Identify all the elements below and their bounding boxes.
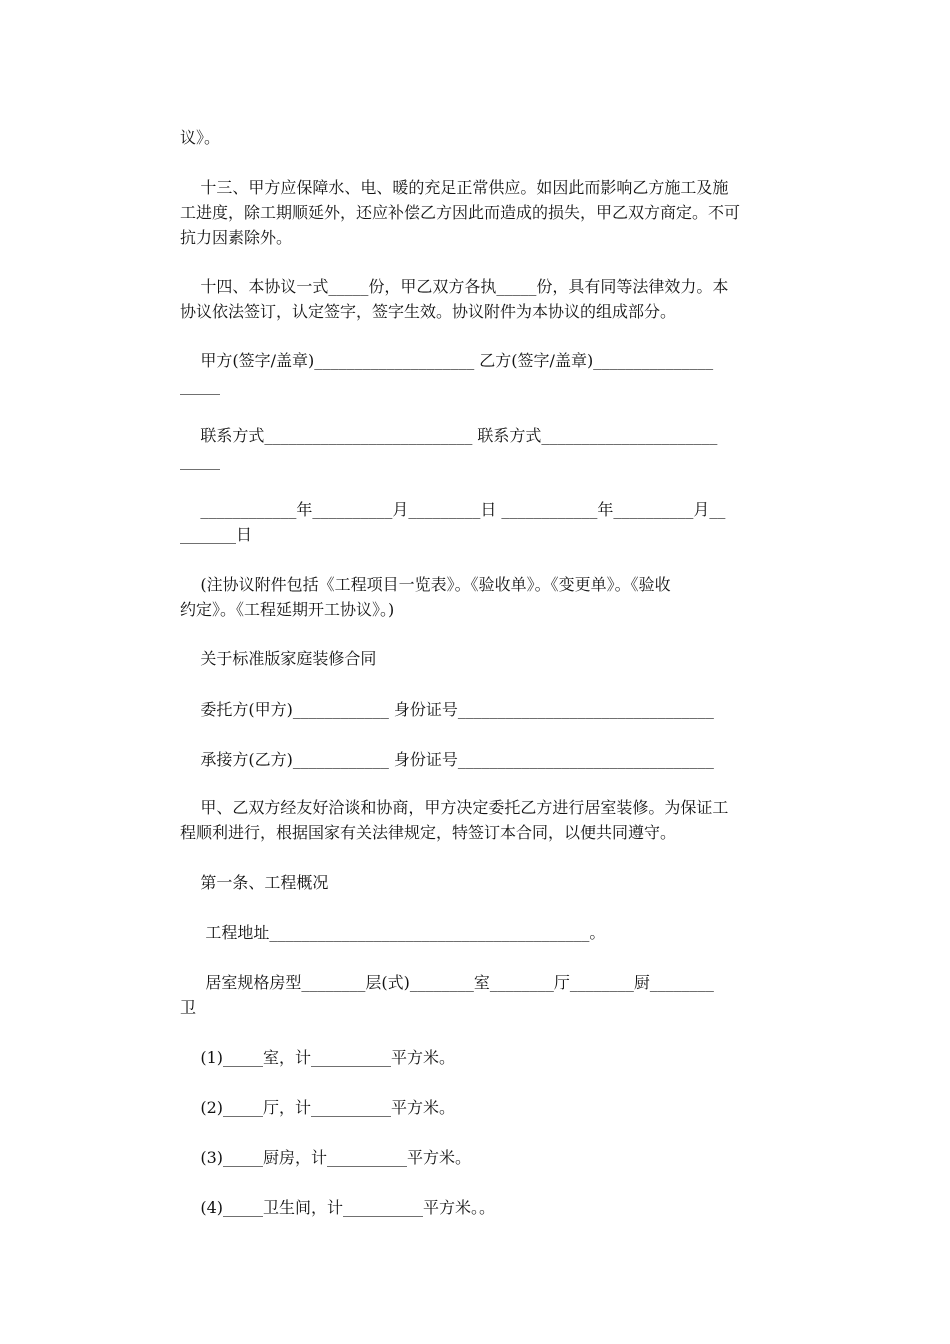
room-item: (2)_____厅，计__________平方米。 [180,1098,456,1117]
text-line: 甲、乙双方经友好洽谈和协商，甲方决定委托乙方进行居室装修。为保证工 [180,798,729,817]
text-line: 协议依法签订，认定签字，签字生效。协议附件为本协议的组成部分。 [180,302,677,321]
room-spec-line: 居室规格房型________层(式)________室________厅________厨________ [180,973,714,992]
text-line: _____ [180,451,220,470]
signature-line: 甲方(签字/盖章)____________________ 乙方(签字/盖章)_______________ [180,351,714,370]
room-item: (4)_____卫生间，计__________平方米。。 [180,1198,496,1217]
article-heading: 第一条、工程概况 [180,873,329,892]
room-item: (3)_____厨房，计__________平方米。 [180,1148,472,1167]
room-item: (1)_____室，计__________平方米。 [180,1048,456,1067]
section-title: 关于标准版家庭装修合同 [180,649,377,668]
text-line: _____ [180,376,220,395]
text-line: 十三、甲方应保障水、电、暖的充足正常供应。如因此而影响乙方施工及施 [180,178,729,197]
note-line: 约定》。《工程延期开工协议》。) [180,600,395,619]
text-line: 工进度，除工期顺延外，还应补偿乙方因此而造成的损失，甲乙双方商定。不可 [180,203,741,222]
note-line: (注协议附件包括《工程项目一览表》。《验收单》。《变更单》。《验收 [180,575,671,594]
text-line: 议》。 [180,128,221,147]
party-b-line: 承接方(乙方)____________ 身份证号________________________________ [180,750,714,769]
text-line: 卫 [180,998,197,1017]
text-line: 程顺利进行，根据国家有关法律规定，特签订本合同，以便共同遵守。 [180,823,677,842]
text-line: 十四、本协议一式_____份，甲乙双方各执_____份，具有同等法律效力。本 [180,277,729,296]
contact-line: 联系方式__________________________ 联系方式______________________ [180,426,718,445]
date-line: ____________年__________月_________日 ____________年__________月__ [180,500,726,519]
text-line: 抗力因素除外。 [180,228,293,247]
text-line: _______日 [180,525,253,544]
party-a-line: 委托方(甲方)____________ 身份证号________________________________ [180,700,714,719]
address-line: 工程地址________________________________________。 [180,923,606,942]
